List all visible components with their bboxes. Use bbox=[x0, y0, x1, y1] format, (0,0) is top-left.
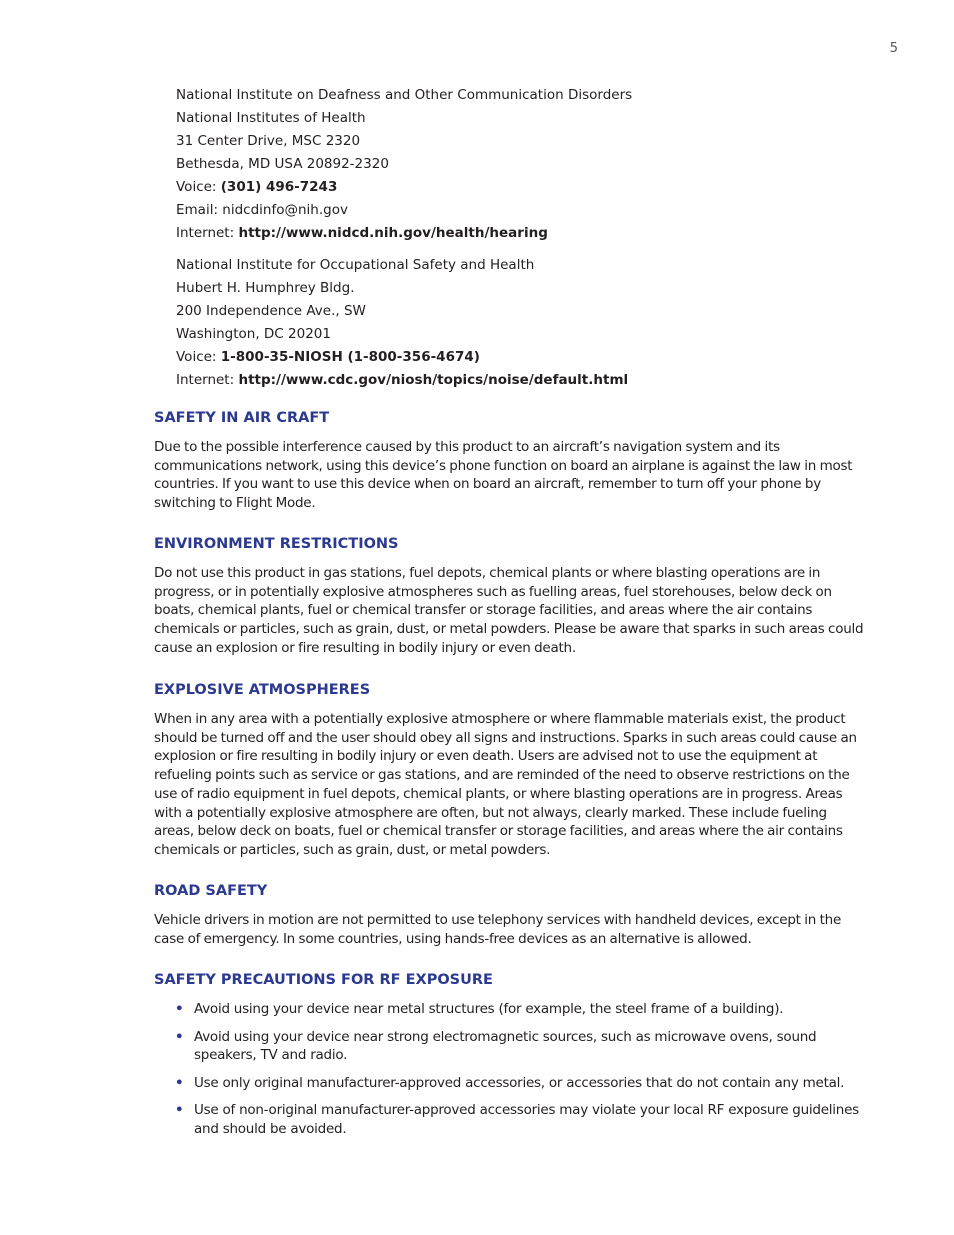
nidcd-contact-block bbox=[176, 84, 632, 245]
internet-line bbox=[176, 369, 628, 392]
section-road-safety bbox=[154, 881, 866, 948]
bullet-icon: • bbox=[175, 1028, 184, 1045]
list-item-text: Avoid using your device near strong electromagnetic sources, such as microwave ovens, sound speakers, TV and radio. bbox=[194, 1028, 817, 1063]
internet-label: Internet: bbox=[176, 225, 239, 241]
voice-label: Voice: bbox=[176, 179, 221, 195]
contact-line: National Institute for Occupational Safety and Health bbox=[176, 257, 535, 273]
internet-link[interactable]: http://www.nidcd.nih.gov/health/hearing bbox=[238, 225, 548, 241]
voice-label: Voice: bbox=[176, 349, 221, 365]
page-number: 5 bbox=[889, 41, 898, 56]
voice-line bbox=[176, 346, 628, 369]
list-item bbox=[154, 1074, 866, 1093]
contact-line: Washington, DC 20201 bbox=[176, 326, 331, 342]
section-explosive-atmospheres bbox=[154, 680, 866, 860]
section-heading: SAFETY PRECAUTIONS FOR RF EXPOSURE bbox=[154, 972, 493, 988]
section-body: When in any area with a potentially explosive atmosphere or where flammable materials exist, the product should be turned off and the user should obey all signs and instructions. Sparks in such areas could cause an explosion or fire resulting in bodily injury or even death. Users are advised not to use the equipment at refueling points such as service or gas stations, and are reminded of the need to observe restrictions on the use of radio equipment in fuel depots, chemical plants, or where blasting operations are in progress. Areas with a potentially explosive atmosphere are often, but not always, clearly marked. These include fueling areas, below deck on boats, fuel or chemical transfer or storage facilities, and areas where the air contains chemicals or particles, such as grain, dust, or metal powders. bbox=[154, 711, 857, 858]
list-item-text: Use of non-original manufacturer-approved accessories may violate your local RF exposure guidelines and should be avoided. bbox=[194, 1102, 859, 1137]
email-line: Email: nidcdinfo@nih.gov bbox=[176, 202, 348, 218]
internet-label: Internet: bbox=[176, 372, 239, 388]
list-item bbox=[154, 1101, 866, 1138]
section-rf-exposure bbox=[154, 970, 866, 1147]
bullet-icon: • bbox=[175, 1001, 184, 1017]
contact-line: Bethesda, MD USA 20892-2320 bbox=[176, 156, 389, 172]
section-environment-restrictions bbox=[154, 534, 866, 658]
section-body: Vehicle drivers in motion are not permitted to use telephony services with handheld devices, except in the case of emergency. In some countries, using hands-free devices as an alternative is allowed. bbox=[154, 912, 841, 947]
section-body: Due to the possible interference caused by this product to an aircraft’s navigation system and its communications network, using this device’s phone function on board an airplane is against the law in most countries. If you want to use this device when on board an aircraft, remember to turn off your phone by switching to Flight Mode. bbox=[154, 439, 853, 512]
section-heading: SAFETY IN AIR CRAFT bbox=[154, 410, 330, 426]
section-heading: EXPLOSIVE ATMOSPHERES bbox=[154, 682, 371, 698]
list-item-text: Use only original manufacturer-approved accessories, or accessories that do not contain any metal. bbox=[194, 1074, 845, 1091]
list-item bbox=[154, 1028, 866, 1065]
voice-number: 1-800-35-NIOSH (1-800-356-4674) bbox=[220, 349, 480, 365]
voice-line bbox=[176, 176, 632, 199]
bullet-icon: • bbox=[175, 1102, 184, 1118]
contact-line: National Institutes of Health bbox=[176, 110, 366, 126]
list-item-text: Avoid using your device near metal structures (for example, the steel frame of a building). bbox=[194, 1001, 784, 1017]
rf-precautions-list bbox=[154, 1000, 866, 1138]
contact-line: 200 Independence Ave., SW bbox=[176, 303, 366, 319]
section-body: Do not use this product in gas stations, fuel depots, chemical plants or where blasting operations are in progress, or in potentially explosive atmospheres such as fuelling areas, fuel storehouses, below deck on boats, chemical plants, fuel or chemical transfer or storage facilities, and areas where the air contains chemicals or particles, such as grain, dust, or metal powders. Please be aware that sparks in such areas could cause an explosion or fire resulting in bodily injury or even death. bbox=[154, 565, 864, 656]
contact-line: Hubert H. Humphrey Bldg. bbox=[176, 280, 355, 296]
contact-line: National Institute on Deafness and Other Communication Disorders bbox=[176, 87, 633, 103]
section-safety-in-aircraft bbox=[154, 408, 866, 513]
bullet-icon: • bbox=[175, 1074, 184, 1091]
niosh-contact-block bbox=[176, 254, 628, 392]
voice-number: (301) 496-7243 bbox=[220, 179, 338, 195]
section-heading: ROAD SAFETY bbox=[154, 883, 268, 899]
section-heading: ENVIRONMENT RESTRICTIONS bbox=[154, 536, 399, 552]
internet-link[interactable]: http://www.cdc.gov/niosh/topics/noise/default.html bbox=[238, 372, 629, 388]
contact-line: 31 Center Drive, MSC 2320 bbox=[176, 133, 361, 149]
list-item bbox=[154, 1000, 866, 1019]
internet-line bbox=[176, 222, 632, 245]
